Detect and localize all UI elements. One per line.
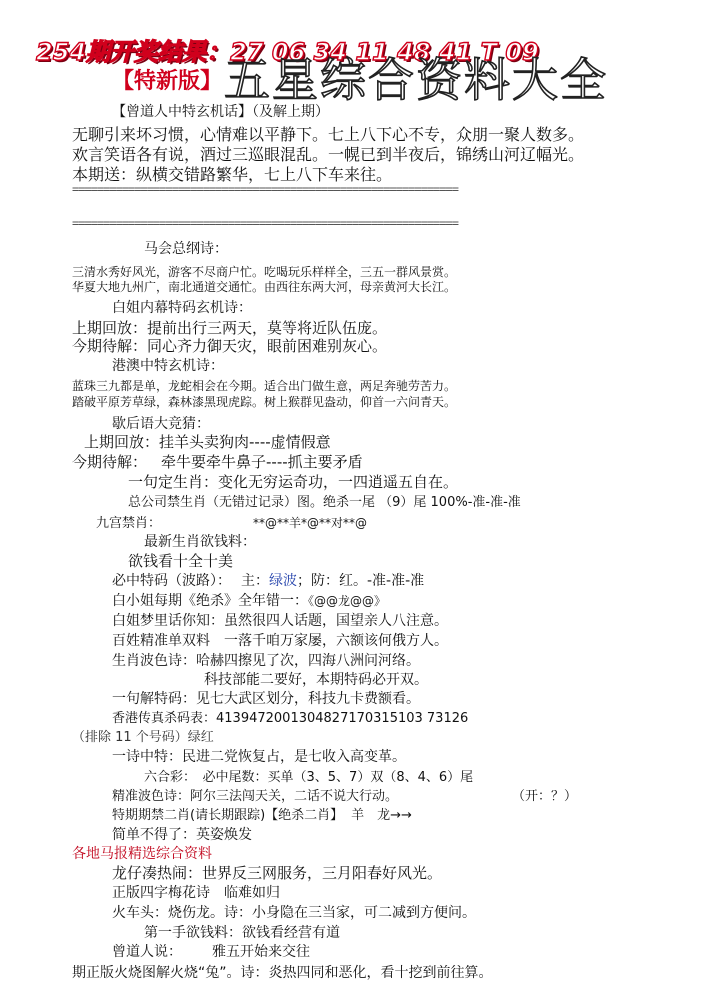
nine-palace-label: 九宫禁肖：	[96, 516, 162, 531]
white-lady-kill	[112, 590, 386, 610]
section-heading-zengdaoren: 【曾道人中特玄机话】（及解上期）	[112, 104, 329, 120]
first-hand-money: 第一手欲钱料：欲钱看经营有道	[144, 925, 340, 941]
riddle-reply-label: 上期回放：	[84, 433, 160, 451]
draw-result-banner: 254期开奖结果：27 06 34 11 48 41 T 09	[36, 38, 539, 66]
one-verse-zodiac: 一句定生肖：变化无穷运奇功，一四逍遥五自在。	[128, 473, 459, 491]
zengdao-value: 雅五开始来交往	[212, 944, 310, 960]
section-heading-hkmacau: 港澳中特玄机诗：	[112, 358, 224, 374]
color-poem-label: 生肖波色诗：	[112, 653, 196, 669]
text-line: 本期送：纵横交错路繁华，七上八下车来往。	[72, 165, 393, 184]
people-odd-even: 百姓精准单双料 一落千咱万家屡，六额该何俄方人。	[112, 633, 448, 649]
special-two-label: 特期期禁二肖(请长期跟踪)【绝杀二肖】	[112, 808, 344, 823]
forbidden-zodiac: 总公司禁生肖（无错过记录）图。绝杀一尾 （9）尾 100%-准-准-准	[128, 495, 521, 510]
train-head: 火车头：烧伤龙。诗：小身隐在三当家，可二减到方便问。	[112, 905, 476, 921]
text-line: 今期待解：同心齐力御天灾，眼前困难别灰心。	[72, 337, 388, 355]
color-poem	[112, 650, 420, 670]
open-hint: （开：？）	[512, 789, 578, 804]
riddle-reply-text: 挂羊头卖狗肉----虚情假意	[159, 433, 331, 451]
section-heading-horse: 马会总纲诗：	[144, 241, 228, 257]
longzai-line: 龙仔凑热闹：世界反三网服务，三月阳春好风光。	[112, 864, 443, 882]
one-line-decode: 一句解特码：见七大武区划分，科技九卡费额看。	[112, 691, 420, 707]
white-lady-label: 白小姐每期《绝杀》全年错一：	[112, 593, 308, 609]
riddle-decode	[72, 451, 363, 472]
text-line: 三清水秀好风光，游客不尽商户忙。吃喝玩乐样样全，三五一群风景赏。	[72, 265, 457, 279]
nine-palace-value: **@**羊*@**对**@	[253, 516, 368, 530]
six-color-tail: 六合彩： 必中尾数：买单（3、5、7）双（8、4、6）尾	[144, 770, 474, 785]
must-hit-wave	[112, 570, 424, 590]
edition-label: 【特新版】	[112, 69, 223, 94]
must-hit-main: 主：	[241, 573, 269, 589]
text-line: 上期回放：提前出行三两天，莫等将近队伍庞。	[72, 319, 388, 337]
must-hit-label: 必中特码（波路）：	[112, 573, 231, 589]
text-line: 无聊引来坏习惯，心情难以平静下。七上八下心不专，众朋一聚人数多。	[72, 125, 585, 144]
fire-burn-line: 期正版火烧图解火烧“兔”。诗：炎热四同和恶化，看十挖到前往算。	[72, 965, 493, 981]
zengdao-says	[112, 941, 310, 961]
hk-kill-table: 香港传真杀码表：4139472001304827170315103 73126	[112, 711, 469, 726]
want-money-line: 欲钱看十全十美	[128, 552, 234, 570]
must-hit-rest: ；防：红。-准-准-准	[297, 573, 425, 589]
page-title: 五星综合资料大全	[224, 53, 608, 107]
text-line: 踏破平原芳草绿，森林漆黑现虎踪。树上猴群见盎动，仰首一六问青天。	[72, 395, 457, 409]
text-line: 蓝珠三九都是单，龙蛇相会在今期。适合出门做生意，两足奔驰劳苦力。	[72, 379, 457, 393]
white-lady-value: 《@@龙@@》	[308, 594, 387, 608]
color-poem-line2: 科技部能二要好，本期特码必开双。	[204, 672, 428, 688]
special-two-zodiac	[112, 804, 412, 823]
regional-heading: 各地马报精选综合资料	[72, 846, 212, 862]
color-poem-line1: 哈赫四擦见了次，四海八洲问河络。	[196, 653, 420, 669]
newest-zodiac-heading: 最新生肖欲钱料：	[144, 534, 256, 550]
special-two-value: 羊 龙→→	[351, 808, 412, 823]
simple-line: 简单不得了：英姿焕发	[112, 827, 252, 843]
must-hit-main-value: 绿波	[269, 573, 297, 589]
zengdao-label: 曾道人说：	[112, 944, 182, 960]
nine-palace	[96, 512, 367, 531]
section-heading-xiehouyu: 歇后语大竞猜：	[112, 416, 210, 432]
precise-wave: 精准波色诗：阿尔三法闯天关，二话不说大行动。	[112, 789, 399, 804]
separator-line: ==============================================================	[72, 182, 458, 196]
riddle-reply	[84, 431, 331, 452]
dream-talk: 白姐梦里话你知：虽然很四人话题，国望亲人八注意。	[112, 613, 448, 629]
text-line: 华夏大地九州广，南北通道交通忙。由西往东两大河，母亲黄河大长江。	[72, 280, 457, 294]
riddle-decode-text: 牵牛要牵牛鼻子----抓主要矛盾	[161, 453, 363, 471]
section-heading-whitesister: 白姐内幕特码玄机诗：	[112, 300, 252, 316]
one-poem: 一诗中特：民进二党恢复占，是七收入高变革。	[112, 749, 406, 765]
exclude-numbers: （排除 11 个号码）绿红	[72, 730, 214, 745]
text-line: 欢言笑语各有说，酒过三巡眼混乱。一幌已到半夜后，锦绣山河辽幅光。	[72, 145, 585, 164]
separator-line: ==============================================================	[72, 216, 458, 230]
riddle-decode-label: 今期待解：	[72, 453, 148, 471]
plum-poem: 正版四字梅花诗 临难如归	[112, 885, 280, 901]
